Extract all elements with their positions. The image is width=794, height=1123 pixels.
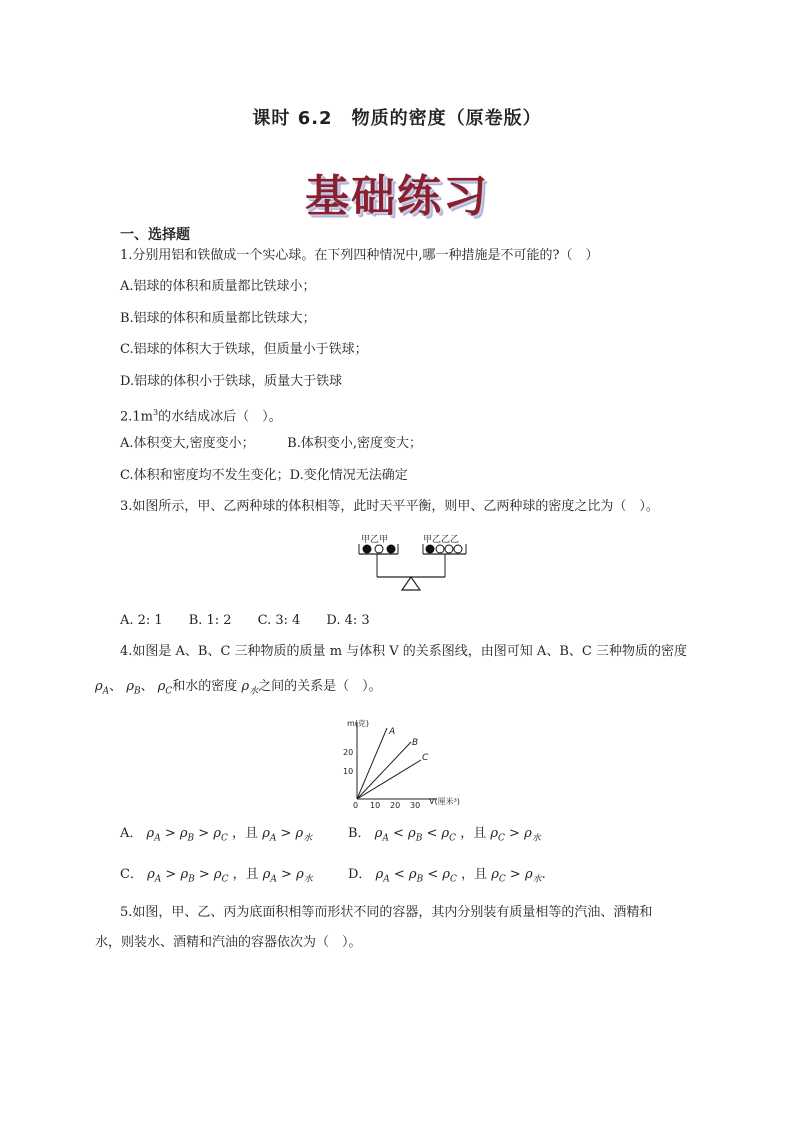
balance-fulcrum: [402, 577, 420, 590]
q3-options: A. 2: 1 B. 1: 2 C. 3: 4 D. 4: 3: [120, 613, 370, 628]
balance-figure: [355, 532, 470, 598]
q1-option-a: A.铝球的体积和质量都比铁球小；: [120, 279, 316, 294]
q3-stem: 3.如图所示，甲、乙两种球的体积相等，此时天平平衡，则甲、乙两种球的密度之比为（ ）。: [120, 499, 659, 514]
q4-stem-line2: $\rho_A$、 $\rho_B$、 $\rho_C$和水的密度 $\rho_水$之间的关系是（ ）。: [95, 679, 382, 697]
left-ball-yi: [375, 545, 383, 553]
q1-option-b: B.铝球的体积和质量都比铁球大；: [120, 311, 316, 326]
q5-stem-line2: 水，则装水、酒精和汽油的容器依次为（ ）。: [95, 935, 362, 950]
q1-option-c: C.铝球的体积大于铁球，但质量小于铁球；: [120, 342, 368, 357]
right-ball-yi-1: [436, 545, 444, 553]
right-ball-yi-2: [445, 545, 453, 553]
right-ball-jia: [426, 545, 435, 554]
q4-option-d: D． $\rho_A < \rho_B < \rho_C$ ，且 $\rho_C > \rho_水$.: [348, 867, 546, 885]
q4-option-c: C． $\rho_A > \rho_B > \rho_C$ ，且 $\rho_A > \rho_水$: [120, 867, 313, 885]
q5-stem-line1: 5.如图，甲、乙、丙为底面积相等而形状不同的容器，其内分别装有质量相等的汽油、酒精和: [120, 905, 653, 920]
y-tick-20: 20: [343, 748, 354, 757]
y-tick-10: 10: [343, 767, 354, 776]
y-axis-label: m(克): [347, 719, 370, 728]
x-tick-30: 30: [410, 801, 421, 810]
q4-stem-line1: 4.如图是 A、B、C 三种物质的质量 m 与体积 V 的关系图线，由图可知 A、B、C 三种物质的密度: [120, 644, 687, 659]
section-heading: 一、选择题: [120, 227, 190, 243]
line-A-label: A: [389, 727, 396, 737]
origin-label: 0: [353, 801, 359, 810]
line-B-label: B: [412, 738, 419, 748]
line-A: [357, 728, 387, 799]
q4-option-a: A． $\rho_A > \rho_B > \rho_C$ ，且 $\rho_A > \rho_水$: [120, 826, 313, 844]
q1-stem: 1.分别用铝和铁做成一个实心球。在下列四种情况中,哪一种措施是不可能的?（ ）: [120, 248, 599, 263]
q1-option-d: D.铝球的体积小于铁球，质量大于铁球: [120, 374, 343, 389]
q4-option-b: B． $\rho_A < \rho_B < \rho_C$ ，且 $\rho_C > \rho_水$: [348, 826, 541, 844]
section-banner: 基础练习: [305, 171, 489, 222]
q2-options-cd: C.体积和密度均不发生变化；D.变化情况无法确定: [120, 468, 408, 483]
line-C-label: C: [422, 753, 429, 763]
q2-stem: $2.1m^3$的水结成冰后（ ）。: [120, 408, 282, 425]
right-ball-yi-3: [454, 545, 462, 553]
mass-volume-graph: [335, 716, 475, 810]
q2-options-ab: A.体积变大,密度变小； B.体积变小,密度变大；: [120, 436, 422, 451]
x-tick-10: 10: [370, 801, 381, 810]
left-ball-jia-2: [387, 545, 396, 554]
right-pan-label: 甲乙乙乙: [423, 535, 460, 545]
x-axis-label: V(厘米³): [429, 797, 460, 806]
x-tick-20: 20: [390, 801, 401, 810]
left-ball-jia-1: [363, 545, 372, 554]
page-title: 课时 6.2 物质的密度（原卷版）: [252, 108, 542, 129]
left-pan-label: 甲乙甲: [361, 535, 389, 545]
